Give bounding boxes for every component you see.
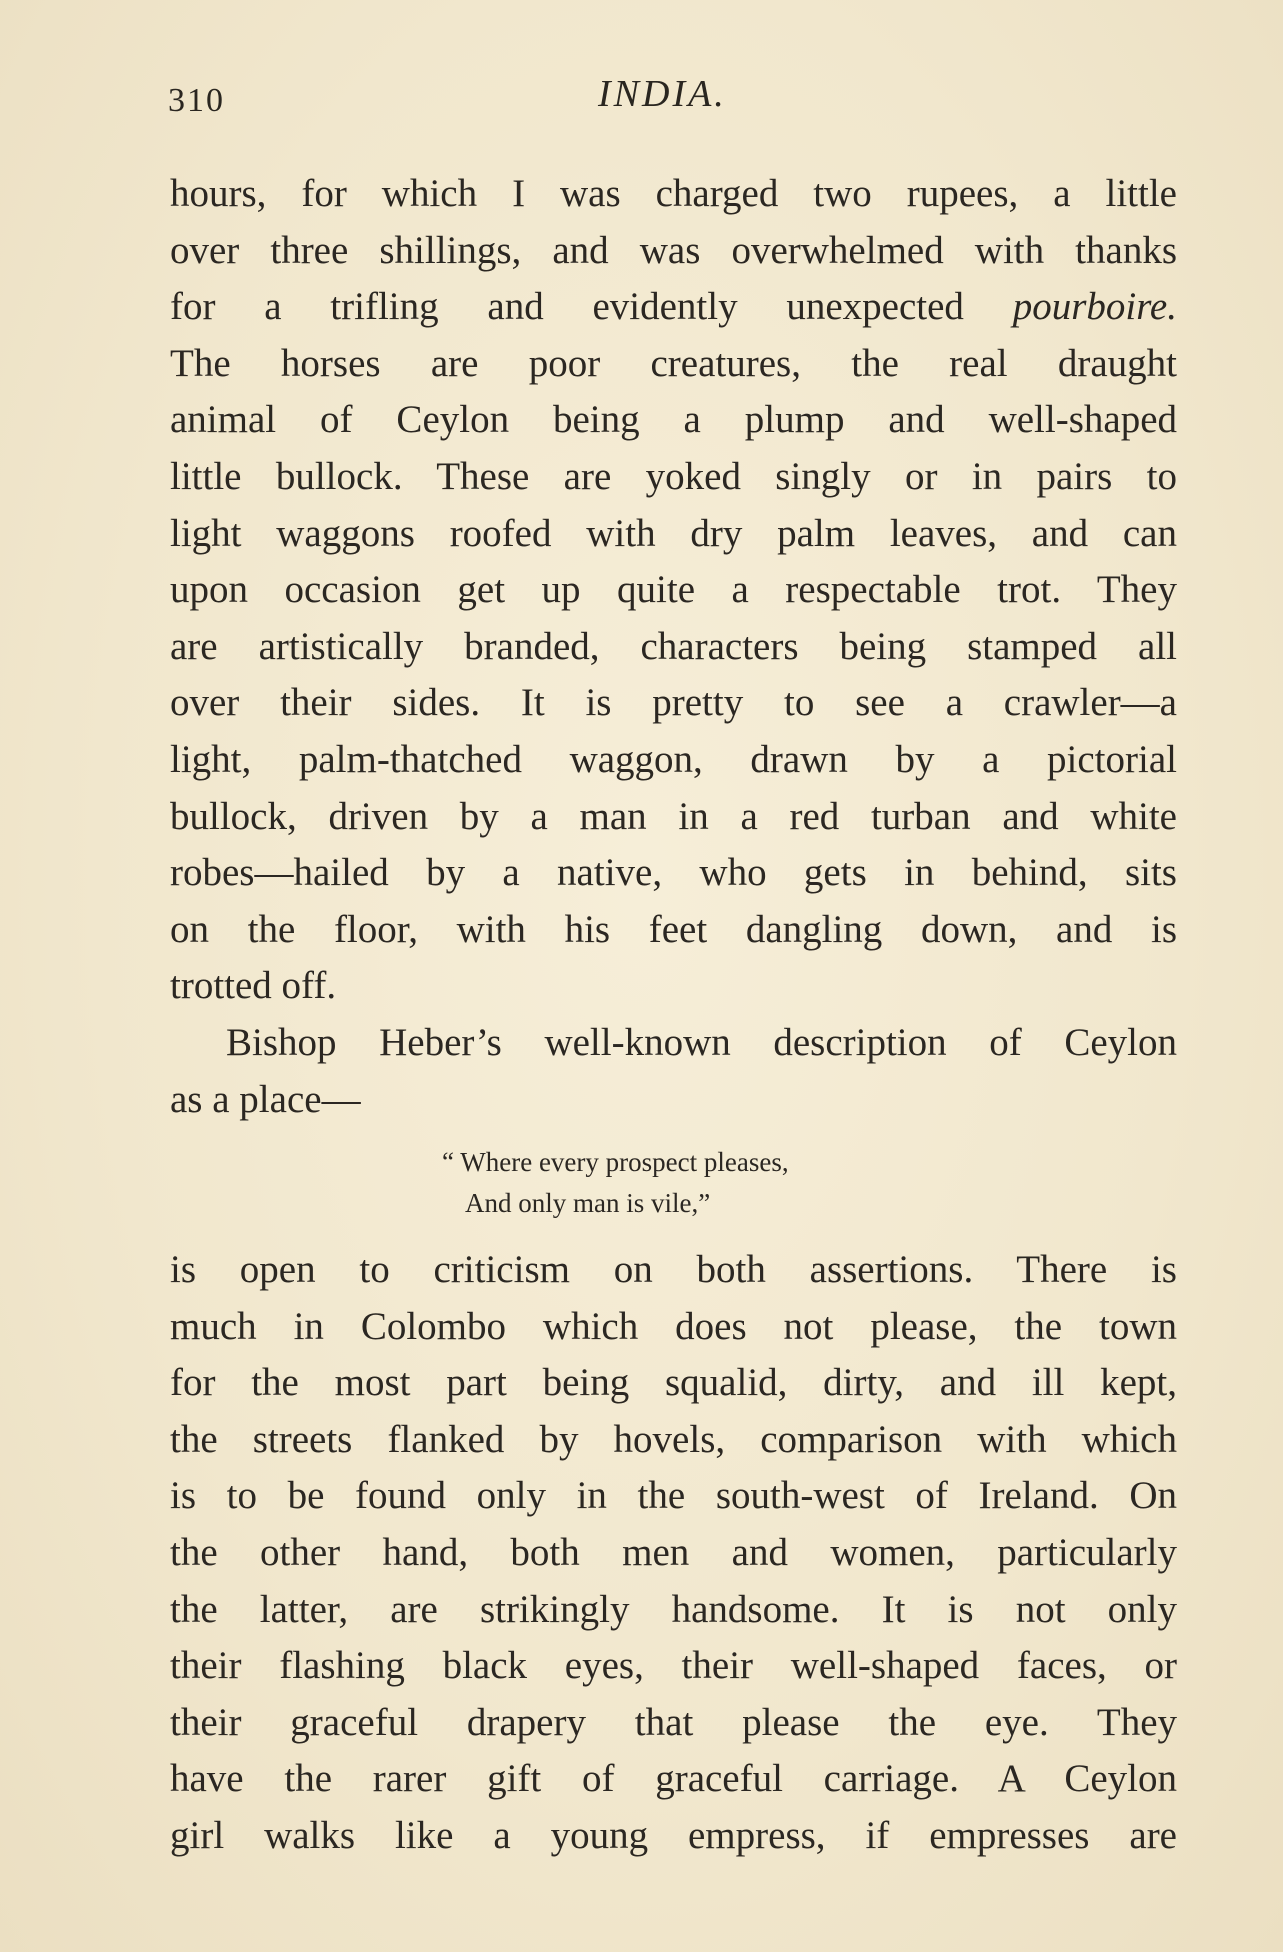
text-line: the latter, are strikingly handsome. It is not only [170,1587,1177,1631]
italic-word: pourboire. [1012,285,1177,329]
text-line: is open to criticism on both assertions. There is [170,1248,1177,1292]
text-line: light, palm-thatched waggon, drawn by a pictorial [170,737,1177,781]
text-line: The horses are poor creatures, the real draught [170,341,1177,385]
text-line: robes—hailed by a native, who gets in behind, sits [170,851,1177,895]
page-number: 310 [168,82,225,119]
text-line: are artistically branded, characters being stamped all [170,624,1177,668]
text-line: little bullock. These are yoked singly or in pairs to [170,454,1177,498]
text-line: bullock, driven by a man in a red turban and white [170,794,1177,838]
text-segment: for a trifling and evidently unexpected [170,285,1013,329]
paragraph-1 [170,166,1177,1015]
text-line: is to be found only in the south-west of Ireland. On [170,1474,1177,1518]
text-line: their graceful drapery that please the eye. They [170,1700,1177,1744]
text-line: for the most part being squalid, dirty, and ill kept, [170,1361,1177,1405]
text-line [170,279,1177,336]
verse-line: “ Where every prospect pleases, [442,1147,789,1178]
verse-quote [170,1142,1177,1224]
text-line: hours, for which I was charged two rupees, a little [170,172,1177,215]
text-line: animal of Ceylon being a plump and well-shaped [170,398,1177,442]
paragraph-3 [170,1242,1177,1865]
body-text [170,166,1177,1865]
text-line: Bishop Heber’s well-known description of Ceylon [226,1020,1177,1064]
text-line: their flashing black eyes, their well-shaped faces, or [170,1644,1177,1688]
text-line: the other hand, both men and women, particularly [170,1531,1177,1575]
paragraph-2 [170,1015,1177,1128]
running-title: INDIA. [598,73,727,115]
text-line: trotted off. [170,964,337,1008]
text-line: on the floor, with his feet dangling down, and is [170,907,1177,951]
text-line: light waggons roofed with dry palm leaves, and can [170,511,1177,555]
page-header [168,72,1178,132]
verse-line: And only man is vile,” [465,1188,711,1219]
text-line: as a place— [170,1077,361,1121]
text-line: much in Colombo which does not please, the town [170,1304,1177,1348]
text-line: have the rarer gift of graceful carriage. A Ceylon [170,1757,1177,1801]
text-line: over their sides. It is pretty to see a crawler—a [170,681,1177,725]
text-line: girl walks like a young empress, if empresses are [170,1814,1177,1858]
text-line: the streets flanked by hovels, comparison with which [170,1417,1177,1461]
text-line: over three shillings, and was overwhelmed with thanks [170,228,1177,272]
text-line: upon occasion get up quite a respectable trot. They [170,568,1177,612]
